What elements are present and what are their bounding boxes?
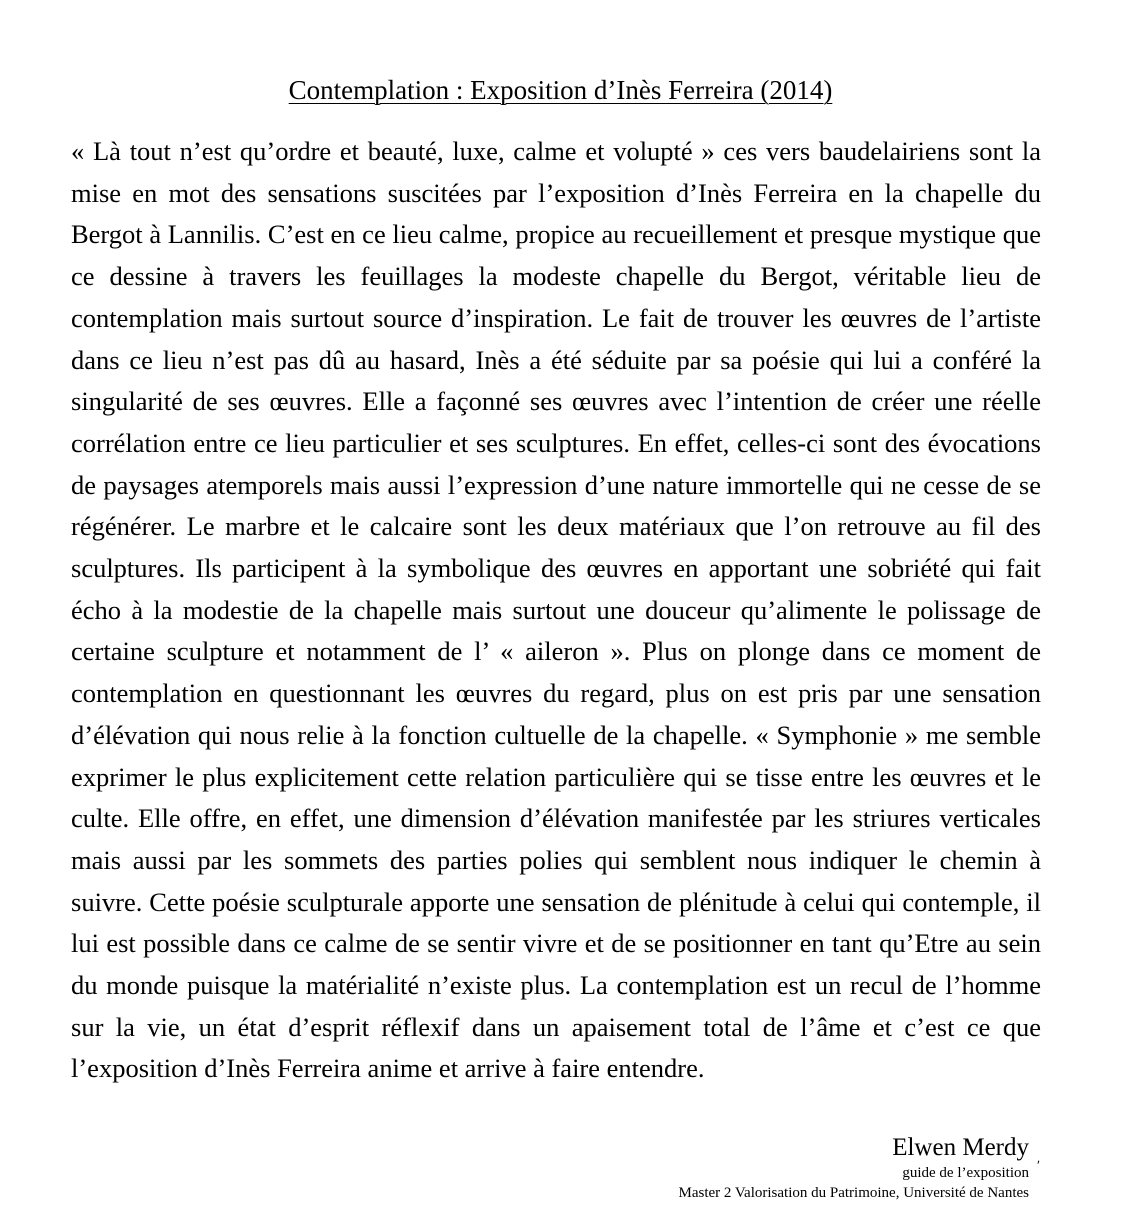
author-affiliation: Master 2 Valorisation du Patrimoine, Université de Nantes [678,1185,1029,1201]
author-role: guide de l’exposition [902,1165,1029,1181]
body-paragraph: « Là tout n’est qu’ordre et beauté, luxe, calme et volupté » ces vers baudelairiens sont la mise en mot des sensations suscitées par l’exposition d’Inès Ferreira en la chapelle du Bergot à Lannilis. C’est en ce lieu calme, propice au recueillement et presque mystique que ce dessine à travers les feuillages la modeste chapelle du Bergot, véritable lieu de contemplation mais surtout source d’inspiration. Le fait de trouver les œuvres de l’artiste dans ce lieu n’est pas dû au hasard, Inès a été séduite par sa poésie qui lui a conféré la singularité de ses œuvres. Elle a façonné ses œuvres avec l’intention de créer une réelle corrélation entre ce lieu particulier et ses sculptures. En effet, celles-ci sont des évocations de paysages atemporels mais aussi l’expression d’une nature immortelle qui ne cesse de se régénérer. Le marbre et le calcaire sont les deux matériaux que l’on retrouve au fil des sculptures. Ils participent à la symbolique des œuvres en apportant une sobriété qui fait écho à la modestie de la chapelle mais surtout une douceur qu’alimente le polissage de certaine sculpture et notamment de l’ « aileron ». Plus on plonge dans ce moment de contemplation en questionnant les œuvres du regard, plus on est pris par une sensation d’élévation qui nous relie à la fonction cultuelle de la chapelle. « Symphonie » me semble exprimer le plus explicitement cette relation particulière qui se tisse entre les œuvres et le culte. Elle offre, en effet, une dimension d’élévation manifestée par les striures verticales mais aussi par les sommets des parties polies qui semblent nous indiquer le chemin à suivre. Cette poésie sculpturale apporte une sensation de plénitude à celui qui contemple, il lui est possible dans ce calme de se sentir vivre et de se positionner en tant qu’Etre au sein du monde puisque la matérialité n’existe plus. La contemplation est un recul de l’homme sur la vie, un état d’esprit réflexif dans un apaisement total de l’âme et c’est ce que l’exposition d’Inès Ferreira anime et arrive à faire entendre. [71,136,1041,1084]
stray-mark: ʹ [1037,1159,1041,1174]
author-name: Elwen Merdy [892,1134,1029,1161]
document-title: Contemplation : Exposition d’Inès Ferreira (2014) [288,75,833,105]
signature-block [679,1133,1030,1203]
